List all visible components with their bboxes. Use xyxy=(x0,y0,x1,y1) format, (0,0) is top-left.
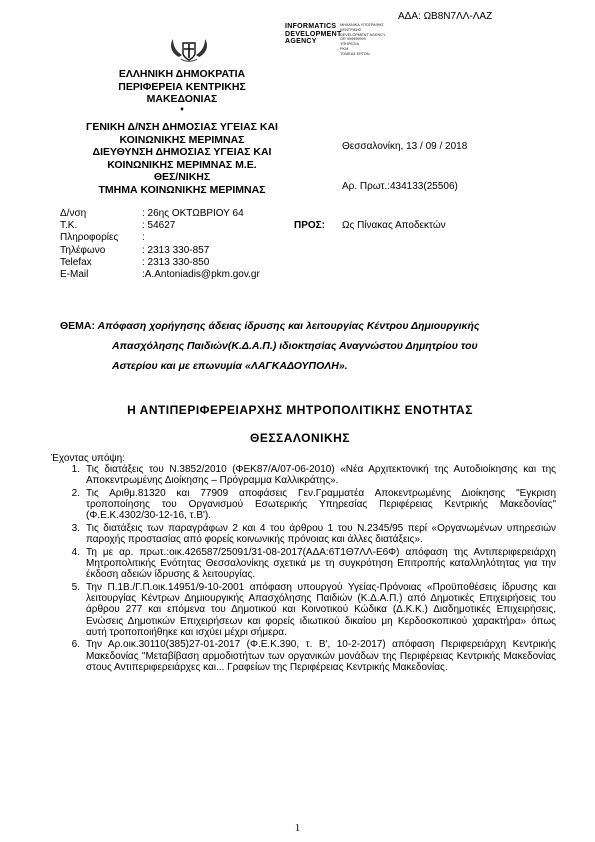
header-line: ΜΑΚΕΔΟΝΙΑΣ xyxy=(146,93,218,105)
item-number: 3. xyxy=(71,522,80,534)
contact-row xyxy=(60,220,260,232)
stamp-detail: ΜΗΧΑΝΙΚΑ ΥΠΟΓΡΑΦΗΣ xyxy=(340,23,384,27)
list-item xyxy=(58,464,556,487)
item-number: 4. xyxy=(71,546,80,558)
stamp-detail: ΚΕΝΤΡΙΚΗΣ xyxy=(340,27,362,32)
item-text: Τις Αριθμ.81320 και 77909 αποφάσεις Γεν.Γραμματέα Αποκεντρωμένης Διοίκησης "Εγκριση τροποποίησης του Οργανισμού Εσωτερικής Υπηρεσίας Περιφέρειας Κεντρικής Μακεδονίας" (Φ.Ε.Κ.4302/30-12-16, τ.Β'). xyxy=(86,487,556,522)
contact-value: : 26ης ΟΚΤΩΒΡΙΟΥ 64 xyxy=(142,208,244,219)
header-line: ΠΕΡΙΦΕΡΕΙΑ ΚΕΝΤΡΙΚΗΣ xyxy=(118,80,246,93)
header-line: ΚΟΙΝΩΝΙΚΗΣ ΜΕΡΙΜΝΑΣ Μ.Ε. xyxy=(107,158,257,171)
document-date: Θεσσαλονίκη, 13 / 09 / 2018 xyxy=(342,141,468,152)
list-item xyxy=(58,488,556,522)
stamp-line: AGENCY xyxy=(285,38,317,45)
header-line: ΓΕΝΙΚΗ Δ/ΝΣΗ ΔΗΜΟΣΙΑΣ ΥΓΕΙΑΣ ΚΑΙ xyxy=(86,121,278,133)
contact-key: Τηλέφωνο xyxy=(60,244,106,256)
header-line: ΕΛΛΗΝΙΚΗ ΔΗΜΟΚΡΑΤΙΑ xyxy=(118,68,246,80)
stamp-detail: DEVELOPMENT AGENCY xyxy=(340,32,386,37)
stamp-detail: ΤΟΜΕΑΣ ΕΡΓΩΝ xyxy=(340,51,370,56)
authority-title-city: ΘΕΣΣΑΛΟΝΙΚΗΣ xyxy=(250,431,350,445)
considerations-list xyxy=(58,464,556,674)
intro-text: Έχοντας υπόψη: xyxy=(51,453,125,464)
stamp-detail: GR 999999999 xyxy=(340,37,366,42)
page-number: 1 xyxy=(294,822,301,834)
contact-key: Telefax xyxy=(60,256,92,268)
item-text: Τις διατάξεις του Ν.3852/2010 (ΦΕΚ87/Α/07-06-2010) «Νέα Αρχιτεκτονική της Αυτοδιοίκησης και της Αποκεντρωμένης Διοίκησης – Πρόγραμμα Καλλικράτης». xyxy=(86,464,556,487)
protocol-number: Αρ. Πρωτ.:434133(25506) xyxy=(342,181,458,192)
subject-line: Αστερίου και με επωνυμία «ΛΑΓΚΑΔΟΥΠΟΛΗ». xyxy=(112,360,348,372)
header-line: ΘΕΣ/ΝΙΚΗΣ xyxy=(153,171,211,183)
list-item xyxy=(58,547,556,581)
stamp-detail: ΥΠΗΡΕΣΙΑ xyxy=(340,42,360,47)
contact-key: Δ/νση xyxy=(60,208,87,219)
diamond-separator: ♦ xyxy=(180,106,184,113)
contact-email[interactable]: :A.Antoniadis@pkm.gov.gr xyxy=(142,268,260,280)
contact-key: Τ.Κ. xyxy=(60,220,78,232)
stamp-line: DEVELOPMENT xyxy=(285,30,342,38)
ada-code: ΑΔΑ: ΩΒ8Ν7ΛΛ-ΛΑΖ xyxy=(398,11,493,22)
header-line: ΔΙΕΥΘΥΝΣΗ ΔΗΜΟΣΙΑΣ ΥΓΕΙΑΣ ΚΑΙ xyxy=(92,146,272,158)
subject-label: ΘΕΜΑ: xyxy=(60,320,95,332)
item-text: Την Π.1Β./Γ.Π.οικ.14951/9-10-2001 απόφαση υπουργού Υγείας-Πρόνοιας «Προϋποθέσεις ίδρυσης και λειτουργίας Κέντρων Δημιουργικής Απασχόλησης Παιδιών (Κ.Δ.Α.Π.) από Δημοτικές Επιχειρήσεις του άρθρου 277 και επόμενα του Δημοτικού και Κοινοτικού Κώδικα (Δ.Κ.Κ.) Διαδημοτικές Επιχειρήσεις, Ενώσεις Δημοτικών Επιχειρήσεων και φορείς ιδιωτικού δικαίου μη Κερδοσκοπικού χαρακτήρα» όπως αυτή τροποποιήθηκε και ισχύει μέχρι σήμερα. xyxy=(86,581,556,638)
header-line: ΚΟΙΝΩΝΙΚΗΣ ΜΕΡΙΜΝΑΣ xyxy=(119,133,245,146)
contact-value: : 2313 330-857 xyxy=(142,244,210,256)
authority-title: Η ΑΝΤΙΠΕΡΙΦΕΡΕΙΑΡΧΗΣ ΜΗΤΡΟΠΟΛΙΤΙΚΗΣ ΕΝΟΤΗΤΑΣ xyxy=(127,403,473,417)
item-number: 2. xyxy=(71,487,80,499)
contact-value: : xyxy=(142,232,145,244)
greek-emblem-icon xyxy=(165,35,213,65)
contact-row xyxy=(60,257,260,269)
informatics-stamp xyxy=(285,23,342,46)
list-item xyxy=(58,582,556,638)
header-block-2 xyxy=(42,121,322,196)
stamp-detail: PKM xyxy=(340,46,349,51)
header-block-1 xyxy=(42,68,322,106)
header-line: ΤΜΗΜΑ ΚΟΙΝΩΝΙΚΗΣ ΜΕΡΙΜΝΑΣ xyxy=(98,183,266,196)
contact-key: Πληροφορίες xyxy=(60,232,119,244)
recipients: Ως Πίνακας Αποδεκτών xyxy=(342,220,446,231)
subject-block xyxy=(60,316,555,376)
item-text: Την Αρ.οικ.30110(385)27-01-2017 (Φ.Ε.Κ.390, τ. Β', 10-2-2017) απόφαση Περιφερειάρχη Κεντρικής Μακεδονίας "Μεταβίβαση αρμοδιοτήτων των οργανικών μονάδων της Περιφέρειας Κεντρικής Μακεδονίας στους Αντιπεριφερειάρχες και... Γραφείων της Περιφέρειας Κεντρικής Μακεδονίας. xyxy=(86,639,556,673)
list-item xyxy=(58,523,556,546)
contact-row xyxy=(60,245,260,257)
contact-row xyxy=(60,208,260,220)
contact-block xyxy=(60,208,260,281)
subject-line: Απασχόλησης Παιδιών(Κ.Δ.Α.Π.) ιδιοκτησίας Αναγνώστου Δημητρίου του xyxy=(112,340,478,352)
subject-line: Απόφαση χορήγησης άδειας ίδρυσης και λειτουργίας Κέντρου Δημιουργικής xyxy=(97,320,480,332)
signature-stamp-details xyxy=(340,23,386,57)
recipient-label: ΠΡΟΣ: xyxy=(294,220,326,231)
contact-value: : 2313 330-850 xyxy=(142,256,210,268)
contact-value: : 54627 xyxy=(142,220,176,232)
contact-row xyxy=(60,269,260,281)
list-item xyxy=(58,639,556,673)
contact-key: E-Mail xyxy=(60,268,89,280)
item-number: 6. xyxy=(71,639,80,651)
item-number: 1. xyxy=(71,464,80,475)
stamp-line: INFORMATICS xyxy=(285,23,337,30)
item-number: 5. xyxy=(71,581,80,593)
contact-row xyxy=(60,232,260,244)
item-text: Τις διατάξεις των παραγράφων 2 και 4 του άρθρου 1 του Ν.2345/95 περί «Οργανωμένων υπηρεσιών παροχής προστασίας από φορείς κοινωνικής πρόνοιας και άλλες διατάξεις». xyxy=(86,522,556,546)
item-text: Τη με αρ. πρωτ.:οικ.426587/25091/31-08-2017(ΑΔΑ:6Τ1Θ7ΛΛ-Ε6Φ) απόφαση της Αντιπεριφερειάρχη Μητροπολιτικής Ενότητας Θεσσαλονίκης σχετικά με τη συγκρότηση Επιτροπής καταλληλότητας για την έκδοση αδειών ίδρυσης & λειτουργίας. xyxy=(86,546,556,581)
